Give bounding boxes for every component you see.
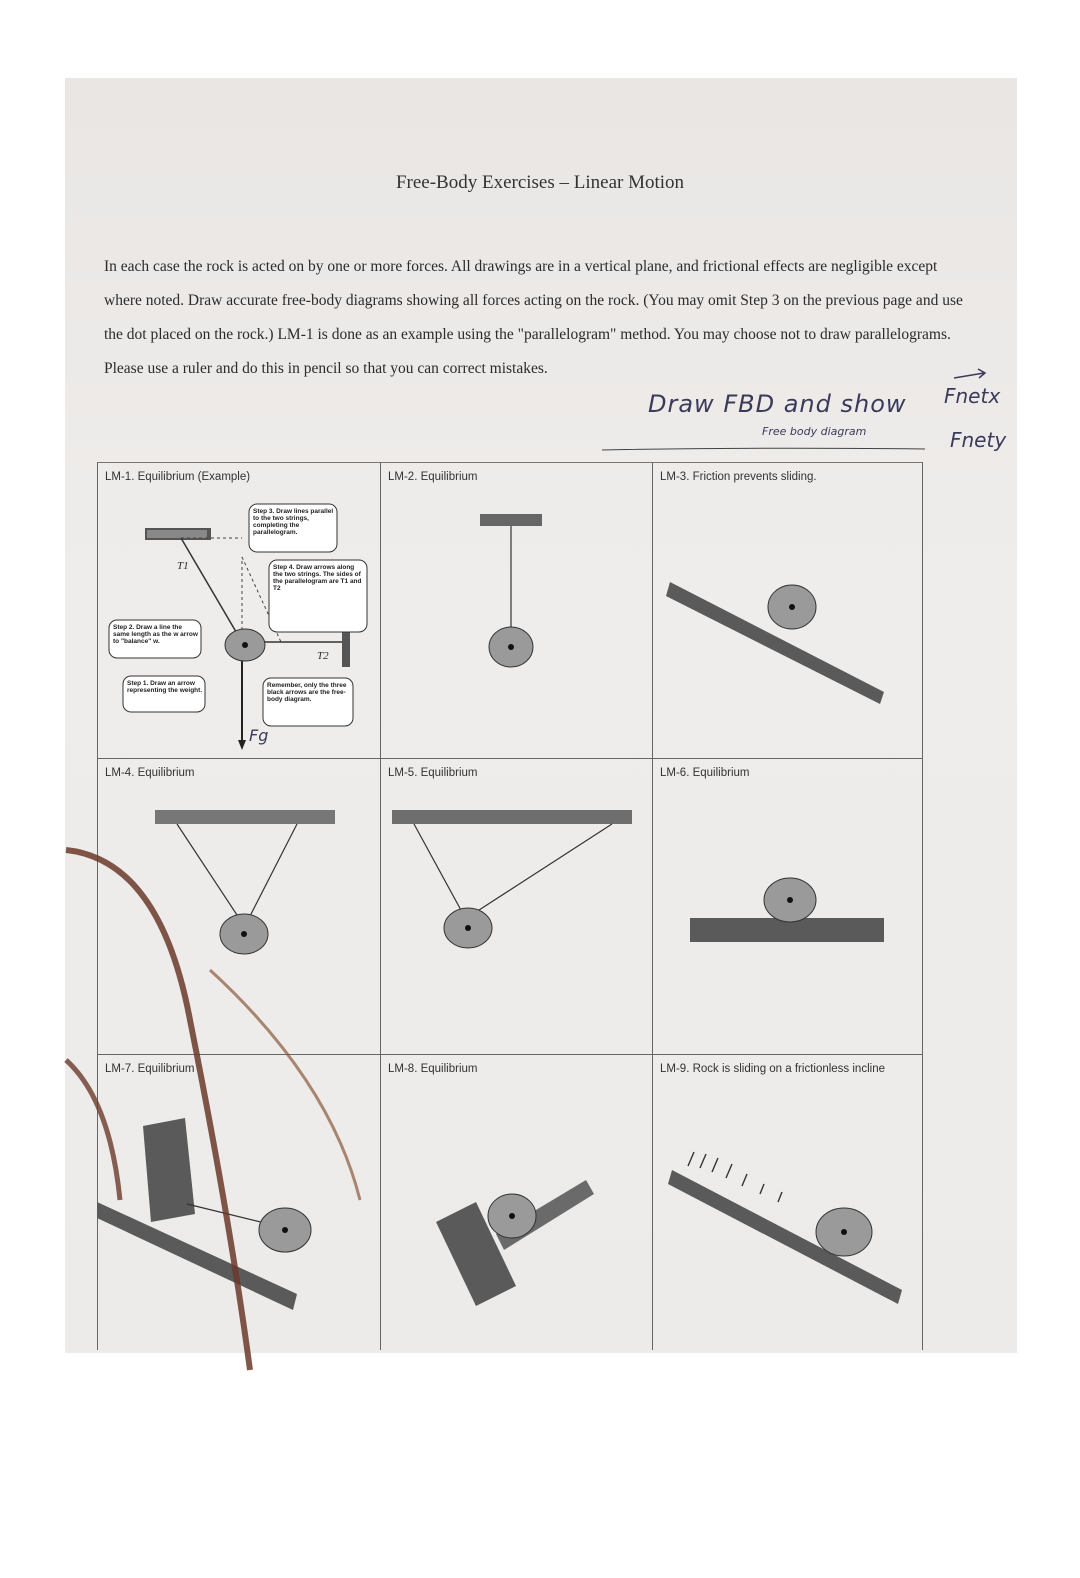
instructions-paragraph: In each case the rock is acted on by one or more forces. All drawings are in a vertical plane, and frictional effects are negligible except where noted. Draw accurate free-body diagrams showing all forces acting on the rock. (You may omit Step 3 on the previous page and use the dot placed on the rock.) LM-1 is done as an example using the "parallelogram" method. You may choose not to draw parallelograms. Please use a ruler and do this in pencil so that you can correct mistakes. [104,258,963,377]
handwritten-fnet-y: Fnety [950,428,1007,452]
cell-label: LM-7. Equilibrium [105,1063,195,1075]
cell-label: LM-9. Rock is sliding on a frictionless incline [660,1063,885,1075]
handwritten-fnet-x: Fnetx [944,384,1001,408]
handwritten-subnote: Free body diagram [762,425,867,438]
cell-label: LM-1. Equilibrium (Example) [105,471,251,483]
lm1-step4-callout: Step 4. Draw arrows along the two strings. The sides of the parallelogram are T1 and T2 [273,564,362,592]
cell-label: LM-5. Equilibrium [388,767,478,779]
page-title: Free-Body Exercises – Linear Motion [395,172,685,193]
handwritten-note: Draw FBD and show [648,390,907,418]
lm1-step3-callout: Step 3. Draw lines parallel to the two strings, completing the parallelogram. [253,508,334,536]
lm1-step2-callout: Step 2. Draw a line the same length as the w arrow to "balance" w. [113,624,198,645]
cell-label: LM-3. Friction prevents sliding. [660,471,817,483]
lm1-t1-label: T1 [177,560,189,572]
lm1-remember-callout: Remember, only the three black arrows are the free-body diagram. [267,682,347,703]
handwritten-fg-label: Fg [249,726,269,745]
lm1-step1-callout: Step 1. Draw an arrow representing the weight. [127,680,203,694]
cell-label: LM-8. Equilibrium [388,1063,478,1075]
cell-label: LM-6. Equilibrium [660,767,750,779]
cell-label: LM-2. Equilibrium [388,471,478,483]
lm1-t2-label: T2 [317,650,329,662]
cell-label: LM-4. Equilibrium [105,767,195,779]
